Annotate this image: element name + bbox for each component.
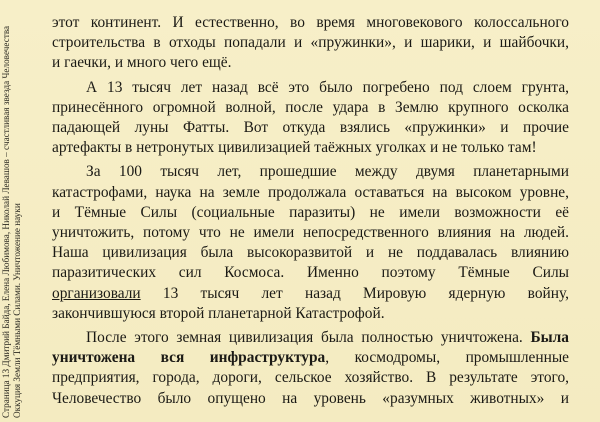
text-line: Человечество было опущено на уровень «разумных животных» и — [52, 389, 569, 407]
paragraph-4 — [52, 328, 569, 409]
text-line: А 13 тысяч лет назад всё это было погребено под слоем грунта, — [86, 78, 569, 96]
text-line-bold-start — [52, 348, 569, 368]
text-line: Наша цивилизация была высокоразвитой и не поддавалась влиянию — [52, 244, 569, 262]
underlined-word: организовали — [52, 284, 141, 302]
text-line: За 100 тысяч лет, прошедшие между двумя планетарными — [86, 163, 569, 181]
text-line: принесённого огромной волной, после удара в Землю крупного осколка — [52, 98, 569, 116]
bold-fragment: уничтожена вся инфраструктура — [52, 349, 326, 367]
text-line: строительства в отходы попадали и «пружинки», и шарики, и шайбочки, — [52, 34, 569, 52]
text-line: и гаечки, и много чего ещё. — [52, 54, 232, 72]
paragraph-3 — [52, 162, 569, 324]
text-line: предприятия, города, дороги, сельское хозяйство. В результате этого, — [52, 369, 569, 387]
text-fragment: , космодромы, промышленные — [325, 349, 569, 367]
caption-line-2: Оккуция Земли Тёмными Силами. Уничтожение науки — [12, 203, 22, 418]
paragraph-1 — [52, 13, 569, 74]
text-line: катастрофами, наука на земле продолжала оставаться на высоком уровне, — [52, 183, 569, 201]
text-line: паразитических сил Космоса. Именно поэтому Тёмные Силы — [52, 264, 569, 282]
text-fragment: 13 тысяч лет назад Мировую ядерную войну, — [162, 284, 569, 302]
text-line: этот континент. И естественно, во время многовекового колоссального — [52, 14, 569, 31]
text-line: артефакты в нетронутых цивилизацией таёжных уголках и не только там! — [52, 139, 537, 157]
text-line-bold-end — [52, 328, 569, 348]
text-line: уничтожить, потому что не имели непосредственного влияния на людей. — [52, 224, 569, 242]
text-line-underlined — [52, 284, 569, 304]
text-fragment: После этого земная цивилизация была полностью уничтожена. — [86, 329, 531, 347]
bold-fragment: Была — [530, 329, 569, 347]
paragraph-2 — [52, 78, 569, 159]
vertical-page-caption — [1, 0, 45, 422]
text-line: закончившуюся второй планетарной Катастрофой. — [52, 304, 385, 322]
document-body — [52, 13, 569, 409]
text-line: и Тёмные Силы (социальные паразиты) не имели возможности её — [52, 203, 569, 221]
text-line: падающей луны Фатты. Вот откуда взялись «пружинки» и прочие — [52, 119, 569, 137]
caption-line-1: Страница 13 Дмитрий Байда, Елена Любимова, Николай Левашов – счастливая звезда Человечества — [1, 25, 11, 418]
